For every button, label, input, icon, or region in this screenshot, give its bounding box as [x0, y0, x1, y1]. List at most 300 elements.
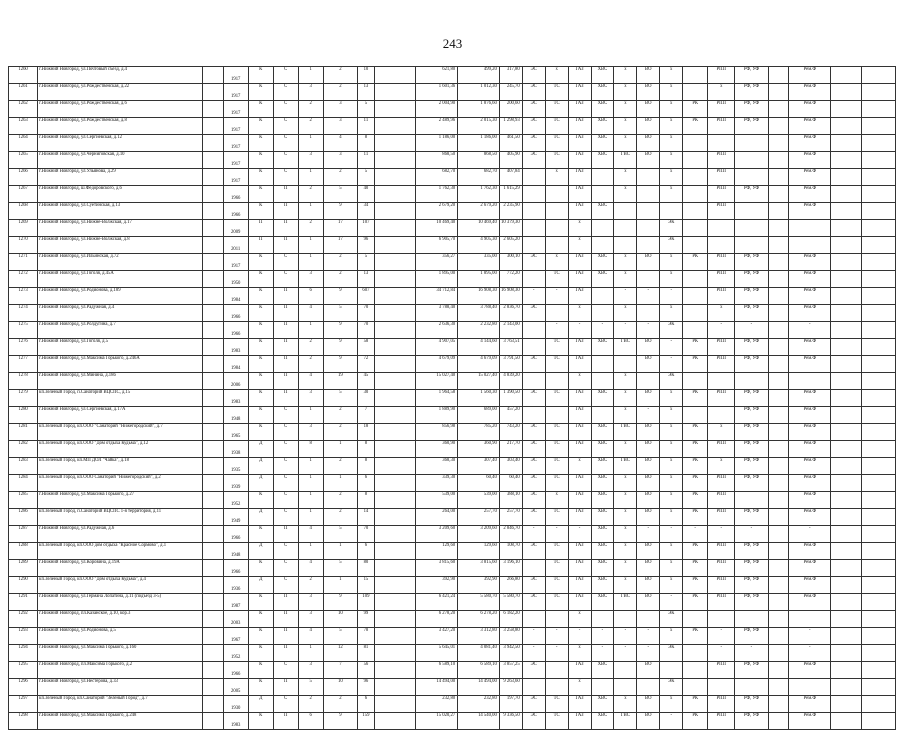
cell-c2: П — [273, 288, 298, 305]
cell-empty — [831, 237, 862, 254]
cell-empty — [202, 220, 223, 237]
cell-c14 — [637, 611, 660, 628]
cell-c2: П — [273, 356, 298, 373]
cell-addr: кп.Зеленый Город, п.Санаторий ВЦСПС, д.15 — [38, 390, 203, 407]
cell-c17: РПП — [708, 203, 735, 220]
cell-c7: 2 015,30 — [458, 118, 500, 135]
cell-empty — [862, 390, 896, 407]
cell-n: 1267 — [9, 186, 38, 203]
cell-addr: г.Нижний Новгород, ул.Ролдугина, д.7 — [38, 322, 203, 339]
cell-c10 — [545, 237, 568, 254]
cell-empty — [374, 577, 416, 594]
cell-c12: ХВС — [591, 560, 614, 577]
cell-c12: ХВС — [591, 424, 614, 441]
cell-c18: РФ, УФ — [735, 713, 768, 730]
cell-c20: Рем.Ф — [789, 84, 831, 101]
cell-empty — [202, 492, 223, 509]
cell-empty — [831, 390, 862, 407]
cell-c2: П — [273, 594, 298, 611]
cell-n: 1278 — [9, 373, 38, 390]
cell-c13: х — [614, 577, 637, 594]
cell-c14: ВО — [637, 475, 660, 492]
cell-c16: РК — [683, 254, 708, 271]
cell-c5: 13 — [358, 271, 375, 288]
cell-c9: ЭС — [522, 441, 545, 458]
cell-addr: г.Нижний Новгород, ул.Максима Горького, д.246А — [38, 356, 203, 373]
cell-c11: ГАЗ — [568, 407, 591, 424]
cell-n: 1287 — [9, 526, 38, 543]
cell-empty — [862, 696, 896, 713]
cell-c10 — [545, 305, 568, 322]
cell-empty — [831, 271, 862, 288]
table-row — [9, 475, 896, 492]
cell-c16 — [683, 186, 708, 203]
cell-c1: К — [248, 560, 273, 577]
cell-c15: х — [660, 67, 683, 84]
cell-c13: х — [614, 373, 637, 390]
cell-c1: Д — [248, 543, 273, 560]
cell-c2: С — [273, 509, 298, 526]
cell-c4: 2 — [323, 492, 357, 509]
cell-c9: - — [522, 628, 545, 645]
cell-addr: г.Нижний Новгород, ул.Гоголя, д.45А — [38, 271, 203, 288]
cell-c19 — [768, 339, 789, 356]
cell-c4: 5 — [323, 628, 357, 645]
cell-c3: 1 — [298, 475, 323, 492]
cell-c13: ГВС — [614, 339, 637, 356]
cell-c8: 303,40 — [499, 458, 522, 475]
cell-c12: ХВС — [591, 67, 614, 84]
table-row — [9, 509, 896, 526]
cell-c13: х — [614, 271, 637, 288]
cell-c18 — [735, 220, 768, 237]
cell-c15: х — [660, 492, 683, 509]
cell-c6: 4 907,05 — [416, 339, 458, 356]
cell-year: 2005 — [223, 679, 248, 696]
cell-c19 — [768, 645, 789, 662]
cell-c8: 461,50 — [499, 135, 522, 152]
cell-empty — [374, 390, 416, 407]
cell-c10: ТС — [545, 696, 568, 713]
cell-c9: ЭС — [522, 543, 545, 560]
cell-addr: г.Нижний Новгород, ул.Гоголя, д.5 — [38, 339, 203, 356]
cell-c11: ГАЗ — [568, 118, 591, 135]
cell-c7: 14 540,00 — [458, 713, 500, 730]
cell-c1: К — [248, 271, 273, 288]
cell-n: 1284 — [9, 475, 38, 492]
cell-n: 1268 — [9, 203, 38, 220]
cell-c1: К — [248, 645, 273, 662]
cell-year: 1917 — [223, 152, 248, 169]
cell-c8: 2 143,00 — [499, 322, 522, 339]
cell-c10: ТС — [545, 594, 568, 611]
table-row — [9, 458, 896, 475]
table-row — [9, 441, 896, 458]
cell-c1: К — [248, 288, 273, 305]
cell-c17: х — [708, 84, 735, 101]
cell-c12: ХВС — [591, 101, 614, 118]
cell-c14 — [637, 271, 660, 288]
cell-addr: г.Нижний Новгород, ул.Максима Горького, д.27 — [38, 492, 203, 509]
cell-c14: ВО — [637, 492, 660, 509]
cell-c18 — [735, 169, 768, 186]
cell-c5: 5 — [358, 254, 375, 271]
cell-empty — [831, 492, 862, 509]
cell-c7: 335,00 — [458, 254, 500, 271]
cell-c1: К — [248, 713, 273, 730]
cell-c16: РК — [683, 458, 708, 475]
cell-c20: Рем.Ф — [789, 424, 831, 441]
cell-c2: П — [273, 679, 298, 696]
cell-c13: х — [614, 560, 637, 577]
cell-c9: ЭС — [522, 492, 545, 509]
cell-c10: ТС — [545, 356, 568, 373]
cell-n: 1264 — [9, 135, 38, 152]
cell-c1: К — [248, 101, 273, 118]
cell-c2: С — [273, 560, 298, 577]
cell-c14 — [637, 186, 660, 203]
cell-c15: х — [660, 118, 683, 135]
cell-empty — [862, 118, 896, 135]
cell-empty — [862, 594, 896, 611]
cell-c3: 3 — [298, 424, 323, 441]
cell-c18 — [735, 679, 768, 696]
cell-c5: 70 — [358, 305, 375, 322]
cell-empty — [831, 679, 862, 696]
cell-year: 1917 — [223, 169, 248, 186]
cell-c6: 6 278,20 — [416, 611, 458, 628]
cell-c2: С — [273, 424, 298, 441]
cell-c14: ВО — [637, 424, 660, 441]
cell-empty — [202, 390, 223, 407]
cell-empty — [862, 458, 896, 475]
cell-c7: 499,20 — [458, 67, 500, 84]
cell-c12: ХВС — [591, 441, 614, 458]
cell-empty — [374, 662, 416, 679]
cell-empty — [202, 509, 223, 526]
cell-empty — [831, 424, 862, 441]
cell-empty — [202, 611, 223, 628]
cell-c15: х — [660, 390, 683, 407]
cell-c20: Рем.Ф — [789, 305, 831, 322]
cell-c14: ВО — [637, 696, 660, 713]
cell-c3: 2 — [298, 339, 323, 356]
cell-empty — [862, 560, 896, 577]
cell-c11: ГАЗ — [568, 67, 591, 84]
cell-c18: РФ, УФ — [735, 662, 768, 679]
cell-c3: 1 — [298, 645, 323, 662]
cell-c11: ГАЗ — [568, 492, 591, 509]
cell-c9: ЭС — [522, 696, 545, 713]
cell-c13: х — [614, 441, 637, 458]
cell-c8: 10 379,30 — [499, 220, 522, 237]
cell-empty — [374, 611, 416, 628]
cell-c4: 10 — [323, 611, 357, 628]
cell-c4: 9 — [323, 339, 357, 356]
cell-c15: х — [660, 305, 683, 322]
cell-c12 — [591, 407, 614, 424]
cell-addr: г.Нижний Новгород, ул.Нижне-Волжская, д.8 — [38, 237, 203, 254]
cell-c8: 3 857,25 — [499, 662, 522, 679]
cell-c12: - — [591, 645, 614, 662]
cell-c19 — [768, 475, 789, 492]
cell-c18: РФ, УФ — [735, 543, 768, 560]
cell-c11: ГАЗ — [568, 186, 591, 203]
cell-c1: К — [248, 373, 273, 390]
cell-c11: ГАЗ — [568, 543, 591, 560]
cell-c6: 2 679,20 — [416, 203, 458, 220]
cell-c12: ХВС — [591, 662, 614, 679]
cell-empty — [202, 186, 223, 203]
cell-c19 — [768, 373, 789, 390]
cell-c8: 9 336,50 — [499, 713, 522, 730]
cell-empty — [202, 407, 223, 424]
cell-c15: ЭК — [660, 645, 683, 662]
cell-c11: ГАЗ — [568, 662, 591, 679]
cell-c17: РПП — [708, 152, 735, 169]
cell-empty — [862, 475, 896, 492]
cell-c20: Рем.Ф — [789, 152, 831, 169]
cell-empty — [831, 84, 862, 101]
cell-c20: Рем.Ф — [789, 101, 831, 118]
cell-empty — [831, 152, 862, 169]
cell-n: 1294 — [9, 645, 38, 662]
cell-c9 — [522, 407, 545, 424]
cell-year: 1948 — [223, 407, 248, 424]
cell-c19 — [768, 662, 789, 679]
cell-c12 — [591, 169, 614, 186]
cell-empty — [202, 203, 223, 220]
cell-c2: С — [273, 696, 298, 713]
cell-c18: РФ, УФ — [735, 305, 768, 322]
cell-empty — [862, 645, 896, 662]
cell-c4: 17 — [323, 237, 357, 254]
cell-empty — [202, 322, 223, 339]
cell-c20: Рем.Ф — [789, 390, 831, 407]
cell-empty — [374, 475, 416, 492]
cell-c16: РК — [683, 560, 708, 577]
cell-c10: ТС — [545, 118, 568, 135]
cell-empty — [374, 594, 416, 611]
cell-c8: 2 836,70 — [499, 305, 522, 322]
cell-c10: - — [545, 526, 568, 543]
cell-c9: ЭС — [522, 390, 545, 407]
cell-c6: 3 815,60 — [416, 560, 458, 577]
cell-c19 — [768, 254, 789, 271]
cell-c3: 1 — [298, 237, 323, 254]
cell-c18 — [735, 492, 768, 509]
cell-year: 1966 — [223, 203, 248, 220]
cell-c13: х — [614, 509, 637, 526]
cell-c7: 3 815,60 — [458, 560, 500, 577]
cell-c15: х — [660, 560, 683, 577]
cell-c16 — [683, 407, 708, 424]
cell-empty — [831, 288, 862, 305]
cell-c15: ЭК — [660, 679, 683, 696]
cell-c3: 1 — [298, 509, 323, 526]
cell-c6: 34 712,84 — [416, 288, 458, 305]
cell-c1: К — [248, 390, 273, 407]
cell-c11: ГАЗ — [568, 509, 591, 526]
cell-c11: х — [568, 458, 591, 475]
cell-c5: 14 — [358, 509, 375, 526]
cell-empty — [831, 203, 862, 220]
cell-c13: х — [614, 186, 637, 203]
cell-c20: Рем.Ф — [789, 713, 831, 730]
cell-c1: Д — [248, 577, 273, 594]
cell-c18: РФ, УФ — [735, 118, 768, 135]
cell-empty — [831, 594, 862, 611]
cell-c16: РК — [683, 390, 708, 407]
cell-c3: 5 — [298, 679, 323, 696]
cell-c12: ХВС — [591, 135, 614, 152]
cell-c11: ГАЗ — [568, 84, 591, 101]
cell-c7: 539,00 — [458, 492, 500, 509]
cell-c11: ГАЗ — [568, 271, 591, 288]
cell-c12: ХВС — [591, 475, 614, 492]
cell-c16: РК — [683, 118, 708, 135]
cell-c8: 388,10 — [499, 492, 522, 509]
cell-c9 — [522, 611, 545, 628]
cell-addr: кп.Зеленый Город, кп.ООО Санаторий "Нижегородский", д.2 — [38, 475, 203, 492]
cell-addr: кп.Зеленый Город, кп.Санаторий "Зеленый Город", д.7 — [38, 696, 203, 713]
cell-c16 — [683, 288, 708, 305]
cell-c8: 457,20 — [499, 407, 522, 424]
cell-empty — [862, 662, 896, 679]
cell-empty — [374, 220, 416, 237]
cell-addr: г.Нижний Новгород, ш.Федоровского, д.6 — [38, 186, 203, 203]
cell-n: 1274 — [9, 305, 38, 322]
cell-c19 — [768, 152, 789, 169]
cell-year: 2009 — [223, 220, 248, 237]
cell-c19 — [768, 135, 789, 152]
cell-c11: ГАЗ — [568, 356, 591, 373]
cell-n: 1271 — [9, 254, 38, 271]
cell-c10: - — [545, 628, 568, 645]
cell-c6: 682,70 — [416, 169, 458, 186]
cell-c6: 1 895,00 — [416, 271, 458, 288]
cell-n: 1273 — [9, 288, 38, 305]
cell-year: 1966 — [223, 662, 248, 679]
cell-c5: 8 — [358, 458, 375, 475]
cell-c9 — [522, 373, 545, 390]
cell-n: 1272 — [9, 271, 38, 288]
cell-c11: - — [568, 322, 591, 339]
cell-addr: г.Нижний Новгород, ул.Ульянова, д.29 — [38, 169, 203, 186]
cell-empty — [374, 441, 416, 458]
cell-empty — [831, 543, 862, 560]
cell-c8: 1 615,29 — [499, 186, 522, 203]
cell-c8: 3 942,50 — [499, 645, 522, 662]
cell-c14: ВО — [637, 458, 660, 475]
cell-c10: х — [545, 492, 568, 509]
cell-c16 — [683, 322, 708, 339]
cell-c14: - — [637, 526, 660, 543]
cell-c13: х — [614, 305, 637, 322]
cell-c20: Рем.Ф — [789, 356, 831, 373]
cell-empty — [374, 628, 416, 645]
table-row — [9, 135, 896, 152]
cell-c19 — [768, 543, 789, 560]
cell-c1: К — [248, 492, 273, 509]
housing-registry-table — [8, 66, 896, 730]
cell-addr: г.Нижний Новгород, ул.Рождественская, д.6 — [38, 101, 203, 118]
cell-c9 — [522, 237, 545, 254]
cell-c12: ХВС — [591, 509, 614, 526]
cell-c13: х — [614, 101, 637, 118]
cell-c4: 2 — [323, 509, 357, 526]
cell-c6: 339,30 — [416, 475, 458, 492]
cell-year: 1983 — [223, 390, 248, 407]
cell-c12: ХВС — [591, 84, 614, 101]
cell-empty — [831, 220, 862, 237]
cell-c18 — [735, 373, 768, 390]
cell-c8: 4 839,20 — [499, 373, 522, 390]
cell-c3: 1 — [298, 322, 323, 339]
cell-year: 1952 — [223, 645, 248, 662]
cell-c14: ВО — [637, 713, 660, 730]
cell-c20: Рем.Ф — [789, 407, 831, 424]
cell-c5: 13 — [358, 84, 375, 101]
cell-c16 — [683, 305, 708, 322]
cell-year: 1966 — [223, 186, 248, 203]
cell-c6: 2 636,30 — [416, 322, 458, 339]
cell-c2: С — [273, 169, 298, 186]
cell-addr: г.Нижний Новгород, ул.Сергиевская, д.12 — [38, 135, 203, 152]
cell-c9: ЭС — [522, 662, 545, 679]
cell-c16: РК — [683, 339, 708, 356]
cell-c13: - — [614, 322, 637, 339]
cell-c7: 60,40 — [458, 475, 500, 492]
cell-c7: 1 876,60 — [458, 101, 500, 118]
cell-c16 — [683, 662, 708, 679]
cell-c17: РПП — [708, 118, 735, 135]
cell-year: 1983 — [223, 339, 248, 356]
cell-c9 — [522, 169, 545, 186]
cell-c13 — [614, 662, 637, 679]
cell-c20: Рем.Ф — [789, 509, 831, 526]
cell-c3: 4 — [298, 305, 323, 322]
cell-c12 — [591, 220, 614, 237]
cell-c15: х — [660, 628, 683, 645]
cell-c11: ГАЗ — [568, 254, 591, 271]
cell-c1: К — [248, 203, 273, 220]
cell-empty — [862, 101, 896, 118]
cell-c3: 2 — [298, 101, 323, 118]
cell-c8: 1 298,93 — [499, 118, 522, 135]
cell-c19 — [768, 288, 789, 305]
cell-c4: 7 — [323, 662, 357, 679]
cell-c20: Рем.Ф — [789, 543, 831, 560]
cell-c15: х — [660, 509, 683, 526]
cell-c10 — [545, 407, 568, 424]
cell-c15 — [660, 203, 683, 220]
cell-empty — [202, 679, 223, 696]
cell-empty — [202, 441, 223, 458]
cell-empty — [831, 645, 862, 662]
table-row — [9, 237, 896, 254]
cell-empty — [831, 305, 862, 322]
cell-c10: ТС — [545, 441, 568, 458]
cell-c10: ТС — [545, 509, 568, 526]
cell-c19 — [768, 713, 789, 730]
cell-c5: 30 — [358, 390, 375, 407]
cell-addr: г.Нижний Новгород, ул.Родионова, д.5 — [38, 628, 203, 645]
cell-c19 — [768, 84, 789, 101]
cell-c3: 4 — [298, 628, 323, 645]
cell-empty — [202, 135, 223, 152]
cell-empty — [202, 101, 223, 118]
